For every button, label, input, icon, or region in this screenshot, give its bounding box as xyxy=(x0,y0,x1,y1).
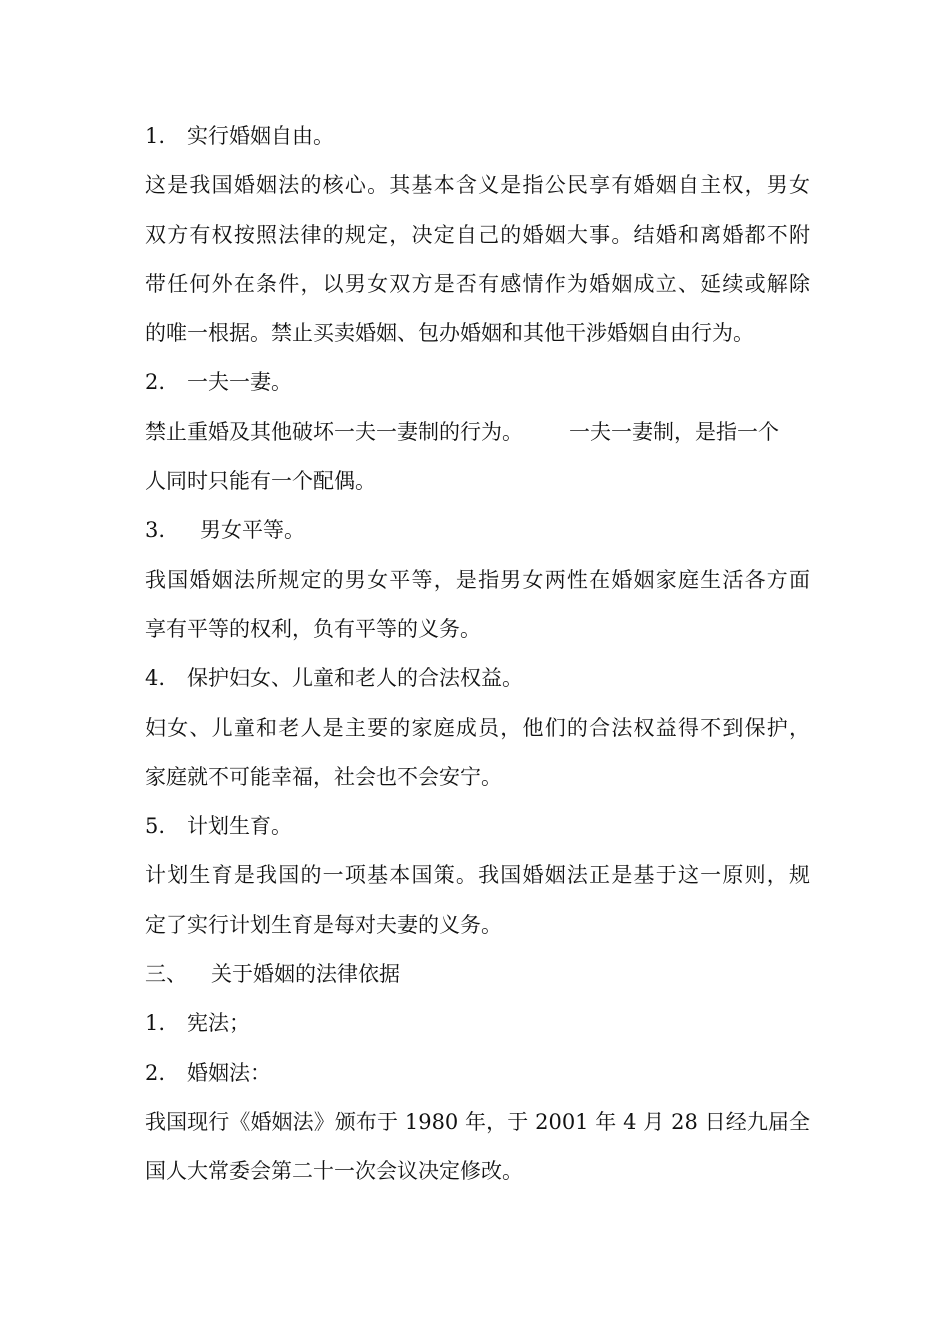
list-number: 5. xyxy=(145,814,166,839)
list-item-heading xyxy=(145,999,810,1048)
paragraph-line: 享有平等的权利，负有平等的义务。 xyxy=(145,616,481,641)
list-heading-text: 计划生育。 xyxy=(187,814,292,839)
paragraph-line xyxy=(145,408,810,457)
list-number: 3. xyxy=(145,518,166,543)
section-heading-text: 关于婚姻的法律依据 xyxy=(211,962,400,987)
list-item-heading xyxy=(145,506,810,555)
paragraph-line: 的唯一根据。禁止买卖婚姻、包办婚姻和其他干涉婚姻自由行为。 xyxy=(145,321,754,346)
list-number: 1. xyxy=(145,1011,166,1036)
paragraph-line: 妇女、儿童和老人是主要的家庭成员，他们的合法权益得不到保护， xyxy=(145,715,810,740)
list-item-heading xyxy=(145,1049,810,1098)
paragraph-text: 禁止重婚及其他破坏一夫一妻制的行为。 xyxy=(145,419,523,444)
list-item-heading xyxy=(145,112,810,161)
paragraph-line: 国人大常委会第二十一次会议决定修改。 xyxy=(145,1159,523,1184)
paragraph-line: 定了实行计划生育是每对夫妻的义务。 xyxy=(145,912,502,937)
paragraph-line: 我国现行《婚姻法》颁布于 1980 年，于 2001 年 4 月 28 日经九届全 xyxy=(145,1109,810,1134)
list-heading-text: 保护妇女、儿童和老人的合法权益。 xyxy=(187,666,523,691)
list-heading-text: 婚姻法： xyxy=(187,1060,271,1085)
list-heading-text: 实行婚姻自由。 xyxy=(187,124,334,148)
paragraph-line: 家庭就不可能幸福，社会也不会安宁。 xyxy=(145,764,502,789)
paragraph-line: 带任何外在条件，以男女双方是否有感情作为婚姻成立、延续或解除 xyxy=(145,271,810,296)
section-number: 三、 xyxy=(145,962,187,987)
section-heading xyxy=(145,950,810,999)
list-item-heading xyxy=(145,802,810,851)
list-heading-text: 一夫一妻。 xyxy=(187,370,292,395)
paragraph-line: 这是我国婚姻法的核心。其基本含义是指公民享有婚姻自主权，男女 xyxy=(145,173,810,198)
document-body xyxy=(145,112,810,1197)
list-number: 2. xyxy=(145,1060,166,1085)
list-number: 4. xyxy=(145,666,166,691)
paragraph-line: 我国婚姻法所规定的男女平等，是指男女两性在婚姻家庭生活各方面 xyxy=(145,567,810,592)
list-number: 2. xyxy=(145,370,166,395)
list-heading-text: 宪法； xyxy=(187,1011,250,1036)
list-item-heading xyxy=(145,358,810,407)
list-number: 1. xyxy=(145,124,166,148)
paragraph-line: 双方有权按照法律的规定，决定自己的婚姻大事。结婚和离婚都不附 xyxy=(145,222,810,247)
paragraph-line: 计划生育是我国的一项基本国策。我国婚姻法正是基于这一原则，规 xyxy=(145,863,810,888)
paragraph-text: 一夫一妻制，是指一个 xyxy=(569,419,779,444)
paragraph-line: 人同时只能有一个配偶。 xyxy=(145,469,376,494)
list-item-heading xyxy=(145,654,810,703)
list-heading-text: 男女平等。 xyxy=(200,518,305,543)
